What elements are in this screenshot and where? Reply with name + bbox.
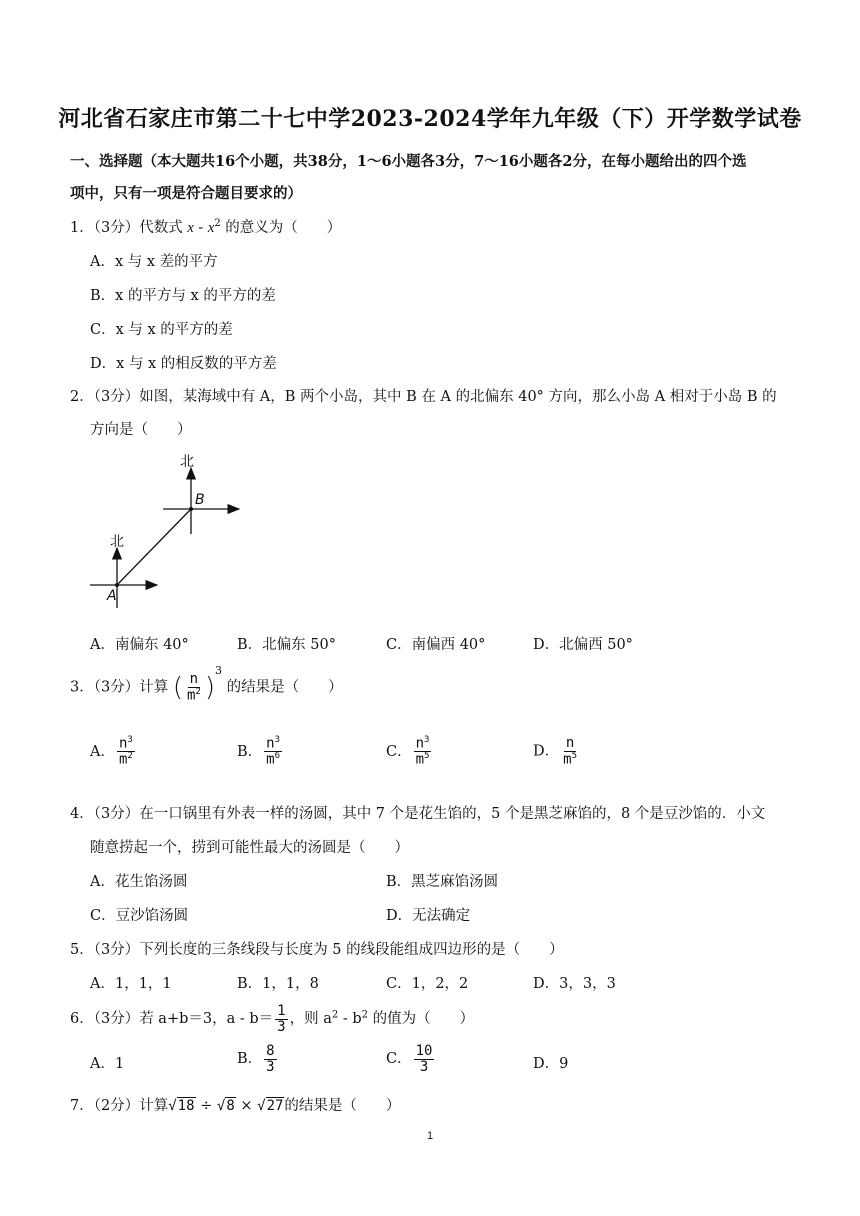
q4-option-d: D．无法确定 <box>386 908 471 924</box>
q1-option-a: A．x 与 x 差的平方 <box>90 254 218 270</box>
q1-minus: - <box>193 220 208 236</box>
q6-option-c: C． $\frac{10}{3}$ <box>386 1043 433 1075</box>
section-heading-line2: 项中，只有一项是符合题目要求的） <box>70 185 302 202</box>
q3-option-d: D． $\frac{n}{m^5}$ <box>533 735 577 768</box>
q3-suffix: 的结果是（ ） <box>221 679 343 696</box>
q1-suffix: 的意义为（ ） <box>220 220 342 236</box>
page-title: 河北省石家庄市第二十七中学2023-2024学年九年级（下）开学数学试卷 <box>58 106 802 132</box>
q5-option-a: A．1，1，1 <box>90 976 172 992</box>
q1-var-x: x <box>187 220 194 236</box>
q4-option-a: A．花生馅汤圆 <box>90 874 188 890</box>
question-6: 6．（3分）若 a+b＝3，a - b＝ $\frac{1}{3}$ ，则 $a^2 - b^2$ 的值为（ ） <box>70 1003 475 1035</box>
q7-prefix: 7．（2分）计算 <box>70 1098 169 1114</box>
q5-option-c: C．1，2，2 <box>386 976 469 992</box>
q6-mid: ，则 a <box>289 1011 332 1028</box>
q2-option-d: D．北偏西 50° <box>533 637 633 653</box>
question-5: 5．（3分）下列长度的三条线段与长度为 5 的线段能组成四边形的是（ ） <box>70 942 564 958</box>
q3-option-a: A． $\frac{n^3}{m^2}$ <box>90 735 133 768</box>
question-2-line1: 2．（3分）如图，某海域中有 A，B 两个小岛，其中 B 在 A 的北偏东 40° 方向，那么小岛 A 相对于小岛 B 的 <box>70 389 777 405</box>
q7-sqrt-27: √27 <box>257 1098 284 1114</box>
q3-option-b: B． $\frac{n^3}{m^6}$ <box>237 735 281 768</box>
section-heading-line1: 一、选择题（本大题共16个小题，共38分，1～6小题各3分，7～16小题各2分，在每小题给出的四个选 <box>70 153 747 170</box>
q6-prefix: 6．（3分）若 a+b＝3，a - b＝ <box>70 1011 274 1028</box>
q3-denominator: $m^2$ <box>186 686 201 704</box>
q2-option-b: B．北偏东 50° <box>237 637 336 653</box>
q3-right-paren: ) <box>204 672 215 703</box>
north-label-left: 北 <box>110 534 124 550</box>
label-a: A <box>107 588 117 604</box>
q3-outer-exponent: 3 <box>214 663 222 677</box>
north-label-top: 北 <box>180 454 194 470</box>
q2-direction-figure <box>85 448 255 618</box>
q2-option-c: C．南偏西 40° <box>386 637 486 653</box>
q7-suffix: 的结果是（ ） <box>284 1098 401 1114</box>
q3-fraction <box>185 672 203 703</box>
q3-numerator: n <box>189 671 199 687</box>
point-b <box>189 507 193 511</box>
q4-option-c: C．豆沙馅汤圆 <box>90 908 189 924</box>
label-b: B <box>195 492 205 508</box>
q3-prefix: 3．（3分）计算 <box>70 679 173 696</box>
q5-option-b: B．1，1，8 <box>237 976 319 992</box>
q6-option-d: D．9 <box>533 1056 569 1072</box>
q1-option-d: D．x 与 x 的相反数的平方差 <box>90 356 277 372</box>
page-number: 1 <box>426 1130 434 1142</box>
question-7: 7．（2分）计算√18 ÷ √8 × √27的结果是（ ） <box>70 1098 401 1114</box>
question-4-line1: 4．（3分）在一口锅里有外表一样的汤圆，其中 7 个是花生馅的，5 个是黑芝麻馅的，8 个是豆沙馅的．小文 <box>70 806 766 822</box>
q3-left-paren: ( <box>172 672 183 703</box>
q1-prefix: 1．（3分）代数式 <box>70 220 188 236</box>
q1-option-c: C．x 与 x 的平方的差 <box>90 322 233 338</box>
q6-suffix: 的值为（ ） <box>368 1011 475 1028</box>
q6-option-a: A．1 <box>90 1056 125 1072</box>
q6-fraction: $\frac{1}{3}$ <box>277 1003 286 1035</box>
q6-option-b: B． $\frac{8}{3}$ <box>237 1043 275 1075</box>
question-3 <box>70 663 343 704</box>
question-4-line2: 随意捞起一个，捞到可能性最大的汤圆是（ ） <box>90 840 409 856</box>
question-1 <box>70 216 341 237</box>
point-a <box>115 583 119 587</box>
q7-sqrt-8: √8 <box>216 1098 235 1114</box>
q1-var-x2: x <box>207 220 215 236</box>
q2-option-a: A．南偏东 40° <box>90 637 189 653</box>
q1-option-b: B．x 的平方与 x 的平方的差 <box>90 288 276 304</box>
question-2-line2: 方向是（ ） <box>90 422 192 438</box>
q3-option-c: C． $\frac{n^3}{m^5}$ <box>386 735 430 768</box>
q4-option-b: B．黑芝麻馅汤圆 <box>386 874 499 890</box>
segment-ab <box>117 509 191 585</box>
q5-option-d: D．3，3，3 <box>533 976 616 992</box>
q1-exponent: 2 <box>214 218 221 230</box>
q7-sqrt-18: √18 <box>168 1098 195 1114</box>
